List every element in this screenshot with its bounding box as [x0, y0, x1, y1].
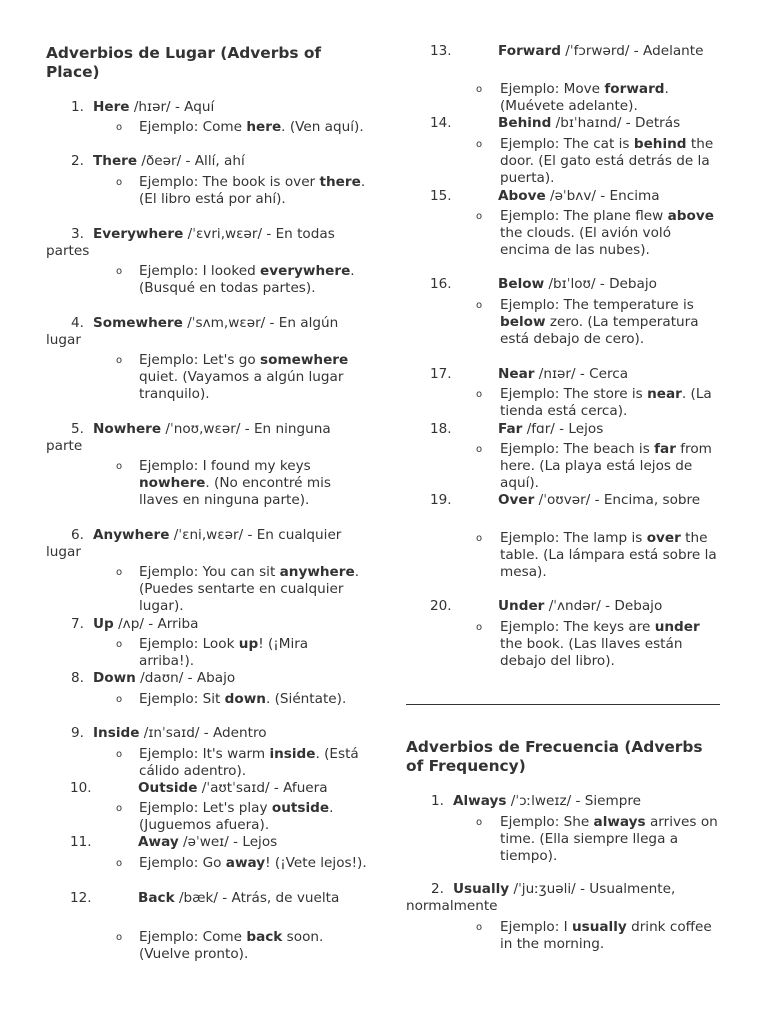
bullet-icon: o — [476, 622, 483, 633]
example-text: Ejemplo: The book is over — [139, 174, 320, 190]
entry-number: 17. — [430, 366, 452, 382]
adverb-translation: /ˈɛni,wɛər/ - En cualquier lugar — [46, 527, 342, 560]
example-text: Ejemplo: Come — [139, 119, 247, 135]
example-keyword: away — [225, 855, 266, 871]
bullet-icon: o — [116, 749, 123, 760]
example-sentence — [139, 352, 367, 403]
adverb-entry — [406, 492, 714, 509]
example-text: Ejemplo: The lamp is — [500, 530, 647, 546]
bullet-icon: o — [476, 922, 483, 933]
example-text: . (Ven aquí). — [281, 119, 364, 135]
example-keyword: near — [647, 386, 682, 402]
example-text: drink coffee in the morning. — [500, 919, 712, 952]
example-text: . (Juguemos afuera). — [139, 800, 334, 833]
example-sentence — [500, 136, 722, 187]
example-text: Ejemplo: You can sit — [139, 564, 280, 580]
adverb-word: Everywhere — [93, 226, 184, 242]
entry-number: 13. — [430, 43, 452, 59]
example-text: Ejemplo: The beach is — [500, 441, 655, 457]
bullet-icon: o — [116, 858, 123, 869]
example-text: . (Muévete adelante). — [500, 81, 669, 114]
example-sentence — [500, 530, 722, 581]
bullet-icon: o — [476, 211, 483, 222]
adverb-entry — [406, 43, 714, 60]
example-text: arrives on time. (Ella siempre llega a tiempo). — [500, 814, 718, 864]
adverb-entry — [46, 421, 363, 455]
adverb-entry — [46, 99, 363, 116]
adverb-word: Always — [453, 793, 507, 809]
entry-number: 15. — [430, 188, 452, 204]
adverb-translation: /əˈweɪ/ - Lejos — [178, 834, 278, 850]
adverb-word: Far — [498, 421, 523, 437]
adverb-translation: /ˈsʌm,wɛər/ - En algún lugar — [46, 315, 339, 348]
adverb-translation: /ˈfɔrwərd/ - Adelante — [560, 43, 704, 59]
adverb-word: Down — [93, 670, 136, 686]
entry-number: 8. — [71, 670, 84, 686]
entry-number: 9. — [71, 725, 84, 741]
example-text: Ejemplo: Sit — [139, 691, 225, 707]
example-keyword: inside — [269, 746, 316, 762]
adverb-word: Outside — [138, 780, 198, 796]
bullet-icon: o — [116, 122, 123, 133]
example-keyword: anywhere — [279, 564, 355, 580]
example-text: ! (¡Mira arriba!). — [139, 636, 309, 669]
example-sentence — [139, 263, 367, 297]
bullet-icon: o — [116, 266, 123, 277]
adverb-entry — [406, 421, 714, 438]
example-text: Ejemplo: The keys are — [500, 619, 655, 635]
entry-number: 3. — [71, 226, 84, 242]
example-text: . (Puedes sentarte en cualquier lugar). — [139, 564, 360, 614]
adverb-translation: /bæk/ - Atrás, de vuelta — [174, 890, 340, 906]
adverb-translation: /ðeər/ - Allí, ahí — [137, 153, 245, 169]
example-keyword: above — [667, 208, 714, 224]
bullet-icon: o — [116, 803, 123, 814]
bullet-icon: o — [116, 461, 123, 472]
example-sentence — [500, 441, 722, 492]
adverb-word: Behind — [498, 115, 552, 131]
adverb-translation: /əˈbʌv/ - Encima — [545, 188, 660, 204]
adverb-entry — [406, 881, 721, 915]
adverb-word: Away — [138, 834, 179, 850]
adverb-word: Near — [498, 366, 535, 382]
example-sentence — [500, 386, 722, 420]
adverb-entry — [46, 527, 363, 561]
example-keyword: everywhere — [260, 263, 351, 279]
adverb-translation: /ˈjuːʒuəli/ - Usualmente, normalmente — [406, 881, 676, 914]
adverb-entry — [46, 890, 363, 907]
entry-number: 18. — [430, 421, 452, 437]
bullet-icon: o — [116, 355, 123, 366]
example-keyword: nowhere — [139, 475, 206, 491]
adverb-word: Back — [138, 890, 175, 906]
example-text: Ejemplo: Let's go — [139, 352, 261, 368]
example-sentence — [139, 564, 367, 615]
example-keyword: always — [593, 814, 646, 830]
example-sentence — [139, 800, 367, 834]
adverb-entry — [46, 670, 363, 687]
example-text: the book. (Las llaves están debajo del libro). — [500, 636, 683, 669]
example-text: Ejemplo: Let's play — [139, 800, 272, 816]
example-sentence — [139, 636, 367, 670]
example-sentence — [500, 81, 722, 115]
example-text: . (No encontré mis llaves en ninguna parte). — [139, 475, 331, 508]
adverb-word: Usually — [453, 881, 510, 897]
example-text: Ejemplo: The store is — [500, 386, 648, 402]
bullet-icon: o — [476, 389, 483, 400]
bullet-icon: o — [476, 84, 483, 95]
adverb-translation: /ˈɛvri,wɛər/ - En todas partes — [46, 226, 335, 259]
example-text: . (La tienda está cerca). — [500, 386, 712, 419]
adverb-translation: /ˈnoʊ,wɛər/ - En ninguna parte — [46, 421, 331, 454]
adverb-translation: /nɪər/ - Cerca — [534, 366, 629, 382]
adverb-entry — [406, 366, 714, 383]
bullet-icon: o — [476, 444, 483, 455]
entry-number: 7. — [71, 616, 84, 632]
example-sentence — [139, 119, 367, 136]
example-text: Ejemplo: I — [500, 919, 572, 935]
example-text: ! (¡Vete lejos!). — [265, 855, 367, 871]
example-text: quiet. (Vayamos a algún lugar tranquilo). — [139, 369, 344, 402]
adverb-entry — [406, 188, 714, 205]
example-keyword: back — [246, 929, 283, 945]
example-sentence — [500, 297, 722, 348]
example-text: from here. (La playa está lejos de aquí). — [500, 441, 712, 491]
adverb-word: Inside — [93, 725, 140, 741]
entry-number: 10. — [70, 780, 92, 796]
example-text: . (Está cálido adentro). — [139, 746, 359, 779]
example-text: Ejemplo: Go — [139, 855, 226, 871]
section-title-place: Adverbios de Lugar (Adverbs of Place) — [46, 44, 322, 81]
example-text: the door. (El gato está detrás de la puerta). — [500, 136, 714, 186]
adverb-entry — [406, 276, 714, 293]
example-keyword: down — [224, 691, 266, 707]
adverb-word: Nowhere — [93, 421, 162, 437]
bullet-icon: o — [116, 639, 123, 650]
adverb-translation: /fɑr/ - Lejos — [522, 421, 604, 437]
example-keyword: there — [319, 174, 361, 190]
adverb-translation: /ˈɔːlweɪz/ - Siempre — [506, 793, 642, 809]
bullet-icon: o — [476, 533, 483, 544]
adverb-translation: /ˈoʊvər/ - Encima, sobre — [534, 492, 701, 508]
bullet-icon: o — [116, 932, 123, 943]
adverb-entry — [46, 315, 363, 349]
bullet-icon: o — [116, 567, 123, 578]
adverb-entry — [406, 793, 721, 810]
adverb-word: Somewhere — [93, 315, 183, 331]
adverb-word: Below — [498, 276, 545, 292]
adverb-entry — [406, 115, 714, 132]
example-keyword: behind — [633, 136, 687, 152]
example-text: . (Busqué en todas partes). — [139, 263, 355, 296]
example-text: Ejemplo: She — [500, 814, 594, 830]
section-title-frequency: Adverbios de Frecuencia (Adverbs of Frequency) — [406, 738, 703, 775]
adverb-translation: /ˈʌndər/ - Debajo — [544, 598, 663, 614]
adverb-word: There — [93, 153, 138, 169]
example-text: Ejemplo: Move — [500, 81, 605, 97]
example-text: Ejemplo: The cat is — [500, 136, 634, 152]
adverb-word: Here — [93, 99, 130, 115]
example-keyword: under — [654, 619, 700, 635]
adverb-translation: /bɪˈloʊ/ - Debajo — [544, 276, 657, 292]
example-keyword: somewhere — [260, 352, 349, 368]
adverb-translation: /hɪər/ - Aquí — [129, 99, 215, 115]
entry-number: 14. — [430, 115, 452, 131]
example-keyword: below — [500, 314, 546, 330]
entry-number: 5. — [71, 421, 84, 437]
example-keyword: forward — [604, 81, 665, 97]
bullet-icon: o — [476, 817, 483, 828]
section-divider — [406, 704, 720, 705]
adverb-entry — [46, 616, 363, 633]
example-sentence — [139, 929, 367, 963]
example-sentence — [500, 919, 722, 953]
example-keyword: here — [246, 119, 282, 135]
example-text: Ejemplo: Look — [139, 636, 239, 652]
example-text: Ejemplo: I found my keys — [139, 458, 311, 474]
adverb-translation: /ʌp/ - Arriba — [113, 616, 199, 632]
adverb-word: Over — [498, 492, 535, 508]
example-sentence — [500, 208, 722, 259]
example-sentence — [139, 746, 367, 780]
adverb-entry — [46, 725, 363, 742]
adverb-word: Anywhere — [93, 527, 170, 543]
example-keyword: outside — [271, 800, 330, 816]
adverb-entry — [46, 780, 363, 797]
adverb-entry — [46, 226, 363, 260]
example-sentence — [139, 458, 367, 509]
entry-number: 6. — [71, 527, 84, 543]
bullet-icon: o — [116, 694, 123, 705]
entry-number: 1. — [431, 793, 444, 809]
example-text: the table. (La lámpara está sobre la mesa). — [500, 530, 717, 580]
example-keyword: over — [646, 530, 681, 546]
adverb-translation: /daʊn/ - Abajo — [135, 670, 236, 686]
entry-number: 1. — [71, 99, 84, 115]
example-keyword: far — [654, 441, 676, 457]
example-keyword: up — [238, 636, 259, 652]
entry-number: 16. — [430, 276, 452, 292]
entry-number: 20. — [430, 598, 452, 614]
example-sentence — [139, 691, 367, 708]
example-text: zero. (La temperatura está debajo de cero). — [500, 314, 699, 347]
example-text: . (El libro está por ahí). — [139, 174, 366, 207]
entry-number: 2. — [431, 881, 444, 897]
example-text: Ejemplo: I looked — [139, 263, 261, 279]
bullet-icon: o — [476, 139, 483, 150]
adverb-word: Up — [93, 616, 114, 632]
adverb-translation: /bɪˈhaɪnd/ - Detrás — [551, 115, 681, 131]
example-text: soon. (Vuelve pronto). — [139, 929, 324, 962]
entry-number: 4. — [71, 315, 84, 331]
example-sentence — [500, 619, 722, 670]
entry-number: 2. — [71, 153, 84, 169]
example-keyword: usually — [571, 919, 627, 935]
bullet-icon: o — [116, 177, 123, 188]
adverb-word: Forward — [498, 43, 561, 59]
example-sentence — [500, 814, 722, 865]
example-text: Ejemplo: Come — [139, 929, 247, 945]
adverb-entry — [46, 153, 363, 170]
bullet-icon: o — [476, 300, 483, 311]
adverb-word: Above — [498, 188, 546, 204]
example-text: Ejemplo: The plane flew — [500, 208, 668, 224]
example-text: Ejemplo: The temperature is — [500, 297, 694, 313]
example-sentence — [139, 855, 367, 872]
example-text: Ejemplo: It's warm — [139, 746, 270, 762]
entry-number: 19. — [430, 492, 452, 508]
adverb-entry — [46, 834, 363, 851]
example-text: the clouds. (El avión voló encima de las nubes). — [500, 225, 672, 258]
entry-number: 11. — [70, 834, 92, 850]
adverb-word: Under — [498, 598, 545, 614]
example-text: . (Siéntate). — [265, 691, 347, 707]
entry-number: 12. — [70, 890, 92, 906]
adverb-entry — [406, 598, 714, 615]
adverb-translation: /ˈaʊtˈsaɪd/ - Afuera — [197, 780, 328, 796]
example-sentence — [139, 174, 367, 208]
adverb-translation: /ɪnˈsaɪd/ - Adentro — [139, 725, 267, 741]
